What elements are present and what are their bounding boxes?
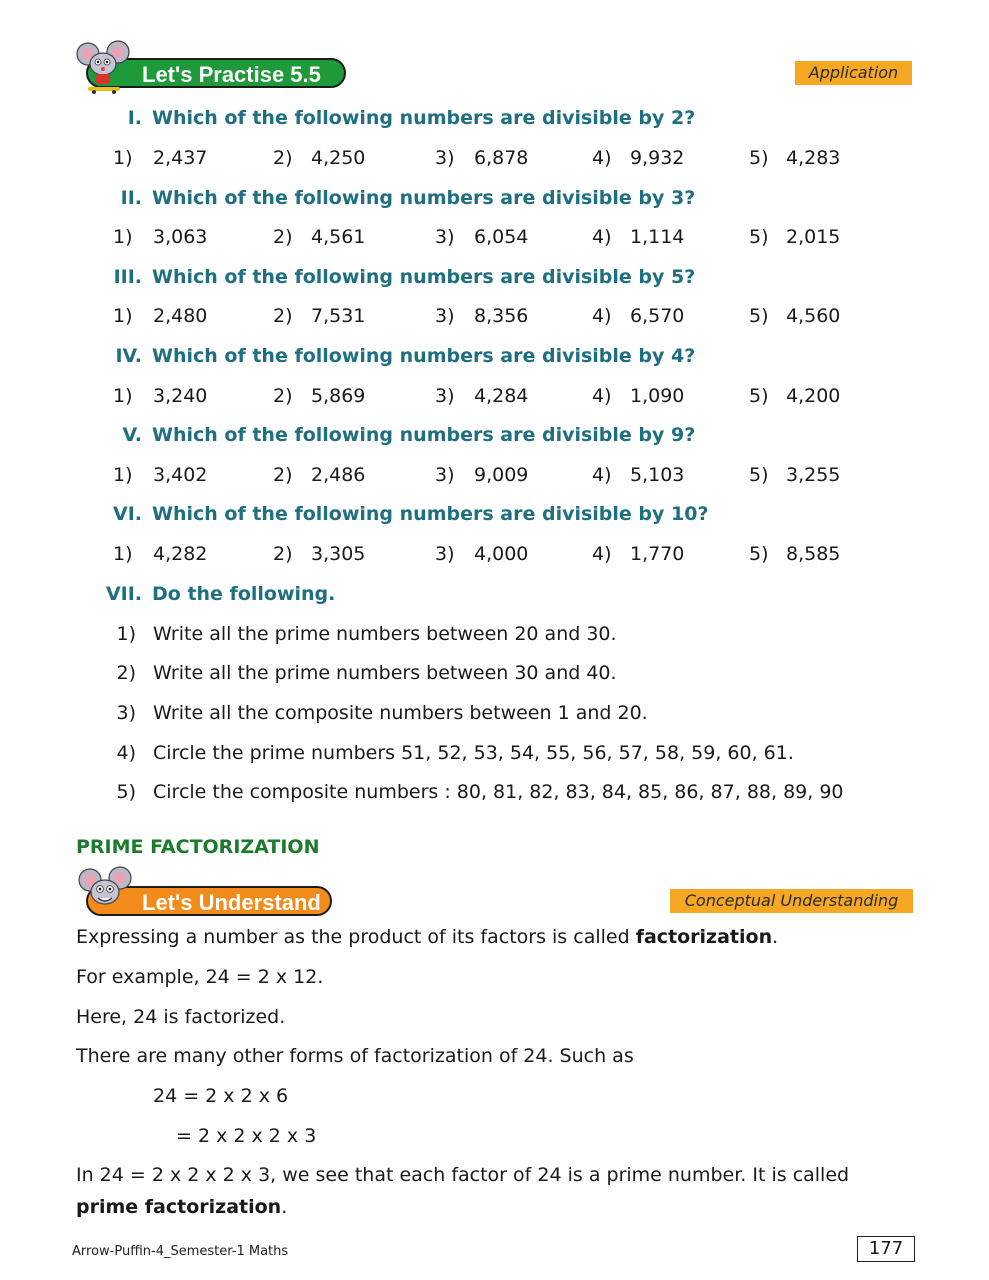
question-heading: [90, 107, 695, 129]
question-heading: [90, 503, 708, 525]
option-value: 2,437: [153, 147, 208, 169]
option-value: 4,250: [311, 147, 366, 169]
options-row: [0, 464, 989, 490]
application-tag: [795, 61, 912, 85]
option-value: 1,090: [630, 385, 685, 407]
question-text: Which of the following numbers are divisible by 2?: [152, 107, 696, 129]
option-value: 9,009: [474, 464, 529, 486]
question-number: VII.: [105, 583, 142, 605]
option-number: 5): [749, 464, 769, 486]
question-heading: [90, 345, 695, 367]
option-number: 4): [592, 543, 612, 565]
option-number: 5): [749, 385, 769, 407]
option-number: 4): [592, 226, 612, 248]
option-number: 2): [273, 385, 293, 407]
question-number: IV.: [115, 345, 142, 367]
footer-book-title: Arrow-Puffin-4_Semester-1 Maths: [72, 1244, 289, 1259]
mouse-mascot-icon: [76, 866, 136, 920]
option-value: 3,240: [153, 385, 208, 407]
conceptual-tag-text: Conceptual Understanding: [684, 891, 899, 910]
paragraph-text: .: [281, 1196, 288, 1218]
option-value: 4,200: [786, 385, 841, 407]
question-number: I.: [127, 107, 142, 129]
task-number: 2): [116, 662, 136, 684]
options-row: [0, 385, 989, 411]
option-value: 7,531: [311, 305, 366, 327]
task-text: Circle the prime numbers 51, 52, 53, 54, 55, 56, 57, 58, 59, 60, 61.: [153, 742, 794, 764]
understand-banner-title: Let's Understand: [142, 890, 321, 915]
options-row: [0, 305, 989, 331]
option-value: 3,402: [153, 464, 208, 486]
question-vii: [90, 583, 335, 605]
option-value: 8,356: [474, 305, 529, 327]
question-number: V.: [122, 424, 142, 446]
option-number: 4): [592, 464, 612, 486]
options-row: [0, 543, 989, 569]
task-text: Write all the composite numbers between 1 and 20.: [153, 702, 648, 724]
task-number: 5): [116, 781, 136, 803]
question-text: Which of the following numbers are divisible by 5?: [152, 266, 696, 288]
option-number: 5): [749, 543, 769, 565]
option-number: 2): [273, 305, 293, 327]
task-text: Circle the composite numbers : 80, 81, 82, 83, 84, 85, 86, 87, 88, 89, 90: [153, 781, 844, 803]
option-number: 4): [592, 147, 612, 169]
option-value: 6,054: [474, 226, 529, 248]
option-number: 3): [435, 147, 455, 169]
question-heading: [90, 187, 695, 209]
option-number: 3): [435, 385, 455, 407]
question-heading: [90, 266, 695, 288]
paragraph-text: Expressing a number as the product of its factors is called: [76, 926, 636, 948]
option-value: 3,063: [153, 226, 208, 248]
option-value: 6,878: [474, 147, 529, 169]
paragraph-prime-factorization-end: [76, 1196, 287, 1218]
question-number: II.: [120, 187, 142, 209]
option-value: 4,282: [153, 543, 208, 565]
task-text: Write all the prime numbers between 20 and 30.: [153, 623, 617, 645]
option-number: 1): [113, 385, 133, 407]
option-number: 4): [592, 305, 612, 327]
option-value: 2,480: [153, 305, 208, 327]
option-number: 5): [749, 147, 769, 169]
task-number: 1): [116, 623, 136, 645]
term-factorization: factorization: [635, 926, 773, 948]
equation-line-2: = 2 x 2 x 2 x 3: [176, 1125, 317, 1147]
question-text: Which of the following numbers are divisible by 4?: [152, 345, 696, 367]
option-value: 4,561: [311, 226, 366, 248]
paragraph-factorized: Here, 24 is factorized.: [76, 1006, 286, 1028]
term-prime-factorization: prime factorization: [76, 1196, 282, 1218]
option-value: 5,103: [630, 464, 685, 486]
question-text: Which of the following numbers are divisible by 3?: [152, 187, 696, 209]
option-value: 4,284: [474, 385, 529, 407]
option-number: 2): [273, 147, 293, 169]
task-text: Write all the prime numbers between 30 and 40.: [153, 662, 617, 684]
paragraph-other-forms: There are many other forms of factorization of 24. Such as: [76, 1045, 634, 1067]
options-row: [0, 147, 989, 173]
option-number: 1): [113, 305, 133, 327]
equation-line-1: 24 = 2 x 2 x 6: [153, 1085, 289, 1107]
option-value: 1,114: [630, 226, 685, 248]
option-number: 3): [435, 305, 455, 327]
option-number: 3): [435, 464, 455, 486]
option-number: 5): [749, 305, 769, 327]
task-number: 3): [116, 702, 136, 724]
option-value: 3,255: [786, 464, 841, 486]
option-value: 4,560: [786, 305, 841, 327]
options-row: [0, 226, 989, 252]
option-number: 2): [273, 226, 293, 248]
option-value: 1,770: [630, 543, 685, 565]
task-number: 4): [116, 742, 136, 764]
mouse-mascot-icon: [74, 40, 134, 94]
section-heading: PRIME FACTORIZATION: [76, 836, 320, 858]
option-number: 2): [273, 543, 293, 565]
question-text: Which of the following numbers are divisible by 9?: [152, 424, 696, 446]
option-value: 5,869: [311, 385, 366, 407]
option-value: 4,283: [786, 147, 841, 169]
paragraph-text: .: [772, 926, 779, 948]
conceptual-tag: [670, 889, 913, 913]
option-number: 3): [435, 543, 455, 565]
option-value: 9,932: [630, 147, 685, 169]
question-number: VI.: [113, 503, 142, 525]
option-value: 2,486: [311, 464, 366, 486]
paragraph-prime-factorization: In 24 = 2 x 2 x 2 x 3, we see that each factor of 24 is a prime number. It is called: [76, 1164, 850, 1186]
option-value: 6,570: [630, 305, 685, 327]
question-number: III.: [113, 266, 142, 288]
option-number: 2): [273, 464, 293, 486]
option-value: 8,585: [786, 543, 841, 565]
option-number: 4): [592, 385, 612, 407]
option-number: 1): [113, 226, 133, 248]
option-number: 1): [113, 147, 133, 169]
question-text: Which of the following numbers are divisible by 10?: [152, 503, 709, 525]
paragraph-example: For example, 24 = 2 x 12.: [76, 966, 324, 988]
page-number: 177: [857, 1236, 915, 1262]
practise-banner-title: Let's Practise 5.5: [142, 62, 321, 87]
application-tag-text: Application: [808, 63, 899, 82]
option-value: 4,000: [474, 543, 529, 565]
option-number: 1): [113, 464, 133, 486]
option-number: 3): [435, 226, 455, 248]
paragraph-definition: [76, 926, 778, 948]
option-number: 1): [113, 543, 133, 565]
option-value: 2,015: [786, 226, 841, 248]
question-heading: [90, 424, 695, 446]
question-text: Do the following.: [152, 583, 336, 605]
option-value: 3,305: [311, 543, 366, 565]
option-number: 5): [749, 226, 769, 248]
